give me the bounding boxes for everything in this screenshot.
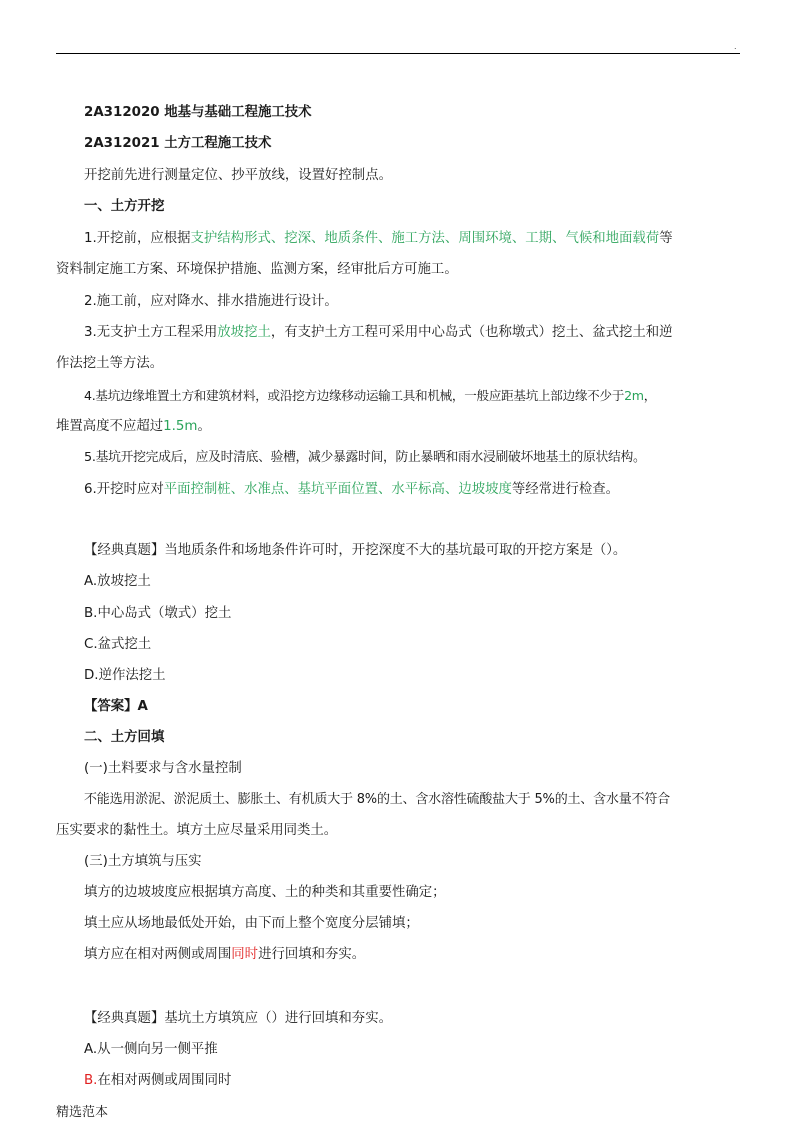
question-1-option-d: D.逆作法挖土 (84, 668, 166, 683)
sec1-item-4 (84, 386, 774, 406)
highlight: 1.5m (163, 419, 198, 434)
highlight: 支护结构形式、挖深、地质条件、施工方法、周围环境、工期、气候和地面载荷 (190, 231, 660, 246)
sec1-item-2: 2.施工前，应对降水、排水措施进行设计。 (84, 294, 338, 309)
text: ， (643, 388, 657, 403)
question-2-option-b (84, 1071, 774, 1091)
text: 1.开挖前，应根据 (84, 231, 191, 246)
question-1-stem: 【经典真题】当地质条件和场地条件许可时，开挖深度不大的基坑最可取的开挖方案是（）。 (84, 543, 627, 558)
text: ，有支护土方工程可采用中心岛式（也称墩式）挖土、盆式挖土和逆 (270, 325, 673, 340)
question-2-option-a: A.从一侧向另一侧平推 (84, 1042, 218, 1057)
text: 填方应在相对两侧或周围 (84, 947, 232, 962)
sec2-para-1: 不能选用淤泥、淤泥质土、膨胀土、有机质大于 8%的土、含水溶性硫酸盐大于 5%的土、含水量不符合 (84, 792, 670, 807)
sec2-para-2: 填方的边坡坡度应根据填方高度、土的种类和其重要性确定； (84, 885, 446, 900)
sec1-item-3 (84, 323, 774, 343)
text: 在相对两侧或周围同时 (97, 1073, 232, 1088)
text: 堆置高度不应超过 (56, 419, 164, 434)
text: 。 (197, 419, 211, 434)
sec2-title: 二、土方回填 (84, 730, 165, 745)
text: 等经常进行检查。 (511, 482, 620, 497)
question-2-stem: 【经典真题】基坑土方填筑应（）进行回填和夯实。 (84, 1011, 392, 1026)
sec1-item-5: 5.基坑开挖完成后，应及时清底、验槽，减少暴露时间，防止暴晒和雨水浸刷破坏地基土的原状结构。 (84, 450, 646, 465)
highlight: 平面控制桩、水准点、基坑平面位置、水平标高、边坡坡度 (163, 482, 512, 497)
question-1-option-b: B.中心岛式（墩式）挖土 (84, 606, 232, 621)
sec2-sub-3: (三)土方填筑与压实 (84, 854, 202, 869)
sec1-title: 一、土方开挖 (84, 199, 165, 214)
question-1-option-c: C.盆式挖土 (84, 637, 152, 652)
subsection-heading: 2A312021 土方工程施工技术 (84, 136, 272, 151)
text: 3.无支护土方工程采用 (84, 325, 218, 340)
sec1-item-1 (84, 229, 774, 249)
sec1-item-1-cont: 资料制定施工方案、环境保护措施、监测方案，经审批后方可施工。 (56, 262, 458, 277)
highlight: 同时 (231, 947, 259, 962)
sec1-item-6 (84, 480, 774, 500)
text: 6.开挖时应对 (84, 482, 164, 497)
header-rule (56, 53, 740, 54)
option-letter: B. (84, 1073, 98, 1088)
section-heading: 2A312020 地基与基础工程施工技术 (84, 105, 312, 120)
text: 等 (659, 231, 673, 246)
sec1-item-3-cont: 作法挖土等方法。 (56, 356, 164, 371)
sec2-para-3: 填土应从场地最低处开始，由下而上整个宽度分层铺填； (84, 916, 419, 931)
intro-paragraph: 开挖前先进行测量定位、抄平放线，设置好控制点。 (84, 168, 392, 183)
sec2-para-1-cont: 压实要求的黏性土。填方土应尽量采用同类土。 (56, 823, 338, 838)
text: 4.基坑边缘堆置土方和建筑材料，或沿挖方边缘移动运输工具和机械，一般应距基坑上部边缘不少于 (84, 388, 625, 403)
sec1-item-4-cont (56, 417, 746, 437)
highlight: 放坡挖土 (217, 325, 271, 340)
sec2-para-4 (84, 945, 774, 965)
question-1-option-a: A.放坡挖土 (84, 574, 151, 589)
text: 进行回填和夯实。 (258, 947, 366, 962)
question-1-answer: 【答案】A (84, 699, 148, 714)
sec2-sub-1: (一)土料要求与含水量控制 (84, 761, 242, 776)
highlight: 2m (624, 388, 644, 403)
header-mark: . (734, 42, 737, 51)
page-footer: 精选范本 (56, 1105, 109, 1120)
